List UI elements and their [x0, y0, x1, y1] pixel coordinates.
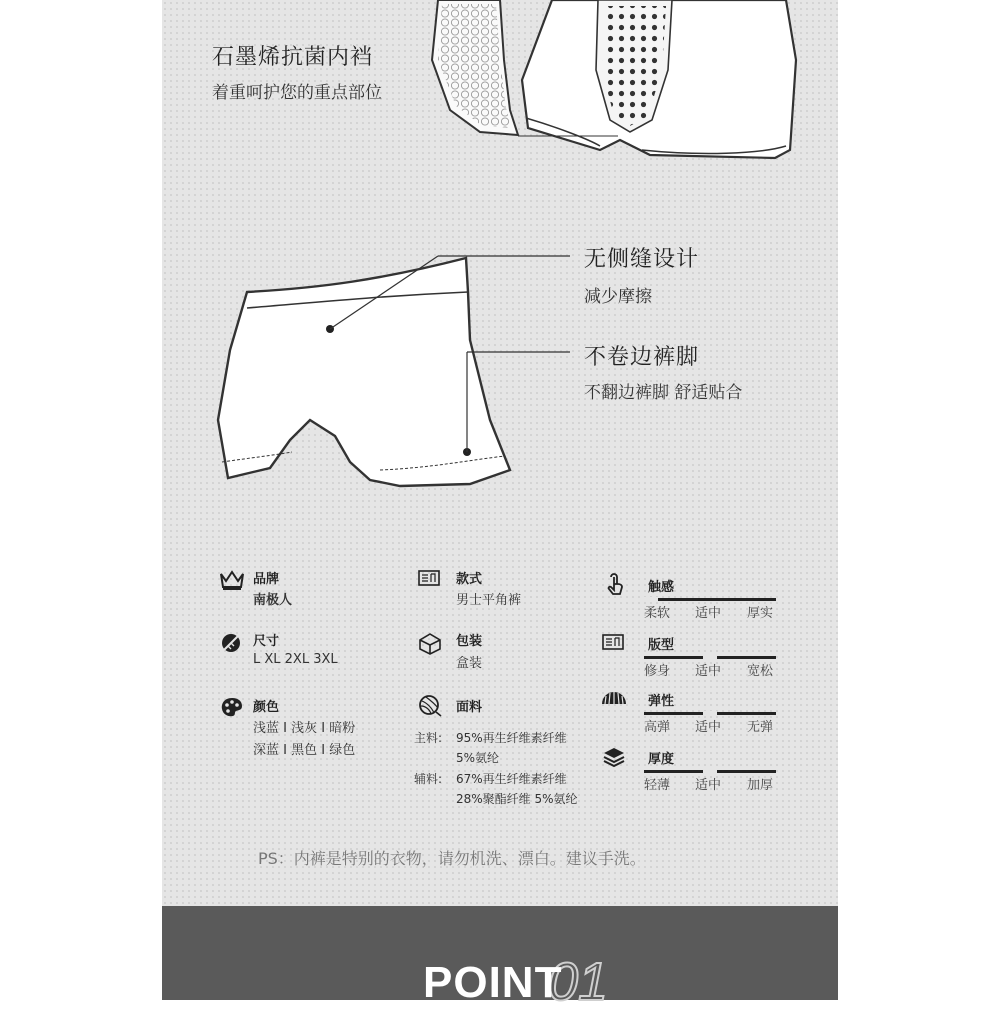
rating-scale-low: 柔软: [644, 606, 671, 621]
feature-graphene-title: 石墨烯抗菌内裆: [212, 45, 374, 70]
rating-scale-high: 厚实: [747, 606, 774, 621]
fabric-aux-label: 辅料:: [414, 772, 443, 786]
rating-scale-bar: [644, 598, 776, 601]
rating-scale-low: 轻薄: [644, 778, 671, 793]
feature-seamless-subtitle: 减少摩擦: [584, 287, 652, 307]
rating-scale-bar: [644, 656, 776, 659]
feature-seamless-title: 无侧缝设计: [584, 247, 700, 272]
fit-icon: [602, 632, 626, 656]
color-label: 颜色: [253, 700, 280, 715]
ruler-icon: [220, 632, 244, 654]
rating-scale-low: 修身: [644, 664, 671, 679]
feature-hem-subtitle: 不翻边裤脚 舒适贴合: [584, 383, 743, 403]
care-note: PS：内裤是特别的衣物，请勿机洗、漂白。建议手洗。: [258, 849, 646, 868]
rating-label: 触感: [648, 580, 675, 595]
box-icon: [418, 632, 442, 656]
size-label: 尺寸: [253, 634, 280, 649]
tag-icon: [418, 570, 440, 586]
rating-scale-mid: 适中: [695, 606, 722, 621]
rating-scale-mid: 适中: [695, 720, 722, 735]
footer-point-label: POINT: [423, 958, 563, 1007]
fabric-aux-line1: 67%再生纤维素纤维: [456, 772, 567, 786]
rating-scale-mid: 适中: [695, 778, 722, 793]
fabric-main-line2: 5%氨纶: [456, 751, 500, 765]
rating-scale-high: 无弹: [747, 720, 774, 735]
touch-icon: [602, 574, 626, 598]
rating-label: 版型: [648, 638, 675, 653]
package-label: 包装: [456, 634, 483, 649]
color-options-row1: 浅蓝 I 浅灰 I 暗粉: [253, 721, 356, 736]
rating-label: 弹性: [648, 694, 675, 709]
brand-value: 南极人: [253, 593, 293, 608]
feature-hem-title: 不卷边裤脚: [584, 345, 700, 370]
rating-scale-high: 加厚: [747, 778, 774, 793]
feature-graphene-subtitle: 着重呵护您的重点部位: [212, 83, 382, 103]
rating-label: 厚度: [648, 752, 675, 767]
rating-scale-bar: [644, 712, 776, 715]
rating-scale-high: 宽松: [747, 664, 774, 679]
fabric-main-label: 主料:: [414, 731, 443, 745]
crown-icon: [220, 570, 244, 590]
rating-scale-low: 高弹: [644, 720, 671, 735]
package-value: 盒装: [456, 656, 483, 671]
footer-point-number: 01: [548, 952, 609, 1012]
style-value: 男士平角裤: [456, 593, 522, 608]
fabric-aux-line2: 28%聚酯纤维 5%氨纶: [456, 792, 578, 806]
fabric-label: 面料: [456, 700, 483, 715]
rating-scale-bar: [644, 770, 776, 773]
size-value: L XL 2XL 3XL: [253, 652, 338, 667]
fabric-main-line1: 95%再生纤维素纤维: [456, 731, 567, 745]
layers-icon: [602, 746, 626, 770]
color-options-row2: 深蓝 I 黑色 I 绿色: [253, 743, 356, 758]
yarn-icon: [418, 694, 442, 718]
palette-icon: [220, 696, 244, 718]
style-label: 款式: [456, 572, 483, 587]
stretch-icon: [602, 688, 626, 712]
brand-label: 品牌: [253, 572, 280, 587]
rating-scale-mid: 适中: [695, 664, 722, 679]
